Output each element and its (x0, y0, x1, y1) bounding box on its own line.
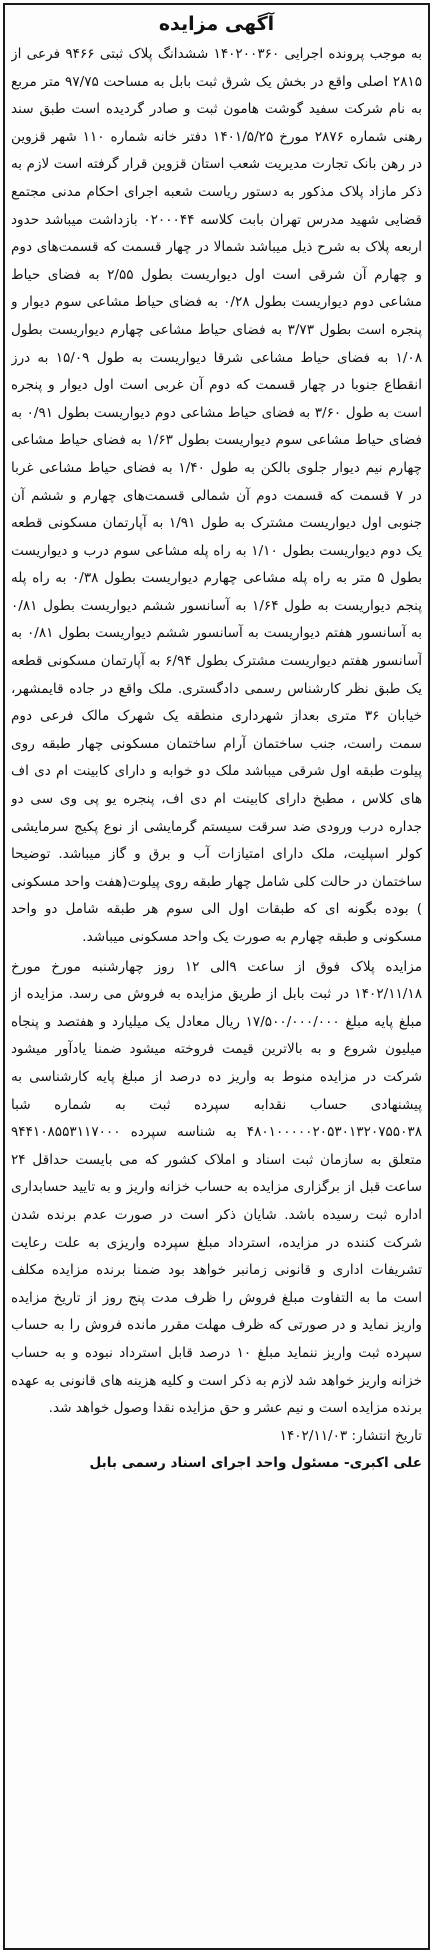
publish-date: تاریخ انتشار: ۱۴۰۲/۱۱/۰۳ (279, 1427, 422, 1444)
notice-body (11, 9, 422, 1944)
signer-line: علی اکبری- مسئول واحد اجرای اسناد رسمی بابل (89, 1455, 422, 1472)
notice-frame (3, 3, 430, 1950)
notice-title: آگهی مزایده (158, 13, 275, 35)
notice-paragraph-auction-terms: مزایده پلاک فوق از ساعت ۹الی ۱۲ روز چهارشنبه مورخ مورخ ۱۴۰۲/۱۱/۱۸ در ثبت بابل از طریق مزایده به فروش می رسد. مزایده از مبلغ پایه مبلغ ۱۷/۵۰۰/۰۰۰/۰۰۰ ریال معادل یک میلیارد و هفتصد و پنجاه میلیون شروع و به بالاترین قیمت فروخته میشود ضمنا یادآور میشود شرکت در مزایده منوط به واریز ده درصد از مبلغ پایه کارشناسی به پیشنهادی حساب نقدابه سپرده ثبت به شماره شبا ۴۸۰۱۰۰۰۰۰۲۰۵۳۰۱۳۲۰۷۵۵۰۳۸ به شناسه سپرده ۹۴۴۱۰۸۵۵۳۱۱۷۰۰۰ متعلق به سازمان ثبت اسناد و املاک کشور که می بایست حداقل ۲۴ ساعت قبل از برگزاری مزایده به حساب خزانه واریز و به تایید حسابداری اداره ثبت رسیده باشد. شایان ذکر است در صورت عدم برنده شدن شرکت کننده در مزایده، استرداد مبلغ سپرده واریزی به علت رعایت تشریفات اداری و قانونی زمانبر خواهد بود ضمنا برنده مزایده مکلف است ما به التفاوت مبلغ فروش را ظرف مدت پنج روز از تاریخ مزایده واریز نماید و در صورتی که ظرف مهلت مقرر مانده فروش را به حساب سپرده ثبت واریز ننماید مبلغ ۱۰ درصد قابل استرداد نبوده و به حساب خزانه واریز خواهد شد لازم به ذکر است و کلیه هزینه های قانونی به عهده برنده مزایده است و نیم عشر و حق مزایده نقدا وصول خواهد شد. (11, 958, 422, 1417)
notice-paragraph-property-description: به موجب پرونده اجرایی ۱۴۰۲۰۰۳۶۰ ششدانگ پلاک ثبتی ۹۴۶۶ فرعی از ۲۸۱۵ اصلی واقع در بخش یک شرق ثبت بابل به مساحت ۹۷/۷۵ متر مربع به نام شرکت سفید گوشت هامون ثبت و صادر گردیده است طبق سند رهنی شماره ۲۸۷۶ مورخ ۱۴۰۱/۵/۲۵ دفتر خانه شماره ۱۱۰ شهر قزوین در رهن بانک تجارت مدیریت شعب استان قزوین قرار گرفته است لازم به ذکر مازاد پلاک مذکور به دستور ریاست شعبه اجرای احکام مدنی مجتمع قضایی شهید مدرس تهران بابت کلاسه ۰۲۰۰۰۴۴ بازداشت میباشد حدود اربعه پلاک به شرح ذیل میباشد شمالا در چهار قسمت که قسمت‌های دوم و چهارم آن شرقی است اول دیواریست بطول ۲/۵۵ به فضای حیاط مشاعی دوم دیواریست بطول ۰/۲۸ به فضای حیاط مشاعی سوم دیوار و پنجره است بطول ۳/۷۳ به فضای حیاط مشاعی چهارم دیواریست بطول ۱/۰۸ به فضای حیاط مشاعی شرقا دیواریست به طول ۱۵/۰۹ به درز انقطاع جنوبا در چهار قسمت که دوم آن غربی است اول دیوار و پنجره است به طول ۳/۶۰ به فضای حیاط مشاعی دوم دیواریست بطول ۰/۹۱ به فضای حیاط مشاعی سوم دیواریست بطول ۱/۶۳ به فضای حیاط مشاعی چهارم نیم دیوار جلوی بالکن به طول ۱/۴۰ به فضای حیاط مشاعی غربا در ۷ قسمت که قسمت دوم آن شمالی قسمت‌های چهارم و ششم آن جنوبی اول دیواریست مشترک به طول ۱/۹۱ به آپارتمان مسکونی قطعه یک دوم دیواریست بطول ۱/۱۰ به راه پله مشاعی سوم درب و دیواریست بطول ۵ متر به راه پله مشاعی چهارم دیواریست بطول ۰/۳۸ به راه پله پنجم دیواریست به طول ۱/۶۴ به آسانسور ششم دیواریست بطول ۰/۸۱ به آسانسور هفتم دیواریست به آسانسور ششم دیواریست بطول ۰/۸۱ به آسانسور هفتم دیواریست مشترک بطول ۶/۹۴ به آپارتمان مسکونی قطعه یک طبق نظر کارشناس رسمی دادگستری. ملک واقع در جاده قایمشهر، خیابان ۳۶ متری بعداز شهرداری منطقه یک شهرک مالک فرعی دوم سمت راست، جنب ساختمان آرام ساختمان مسکونی چهار طبقه روی پیلوت طبقه اول شرقی میباشد ملک دو خوابه و دارای کابینت ام دی اف های کلاس ، مطبخ دارای کابینت ام دی اف، پنجره یو پی وی سی دو جداره درب ورودی ضد سرقت سیستم گرمایشی از نوع پکیج سرمایشی کولر اسپلیت، ملک دارای امتیازات آب و برق و گاز میباشد. توضیحا ساختمان در حالت کلی شامل چهار طبقه روی پیلوت(هفت واحد مسکونی ) بوده بگونه ای که طبقات اول الی سوم هر طبقه شامل دو واحد مسکونی و طبقه چهارم به صورت یک واحد مسکونی میباشد. (11, 46, 422, 945)
